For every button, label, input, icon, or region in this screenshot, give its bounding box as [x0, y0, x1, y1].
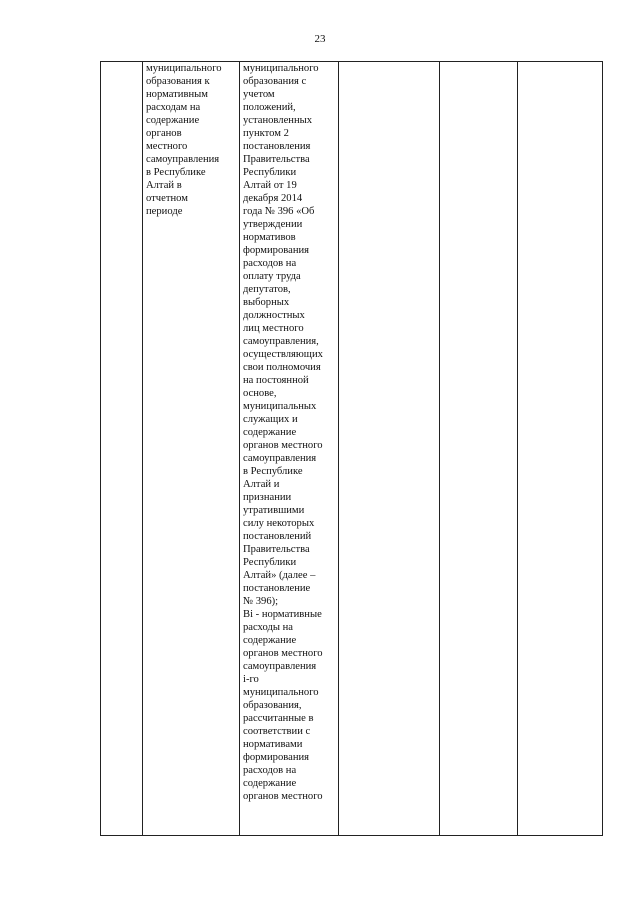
cell-text — [521, 62, 599, 835]
table-cell-empty-3 — [518, 62, 603, 836]
table-cell-method — [240, 62, 339, 836]
table-row — [101, 62, 603, 836]
cell-text — [342, 62, 436, 835]
page-number: 23 — [314, 33, 326, 45]
table-cell-number — [101, 62, 143, 836]
cell-text: муниципального образования к нормативным расходам на содержание органов местного самоуправления в Республике Алтай в отчетном периоде — [146, 63, 222, 217]
cell-text — [443, 62, 514, 835]
document-table — [100, 61, 603, 836]
cell-text — [104, 62, 139, 835]
cell-text: муниципального образования с учетом положений, установленных пунктом 2 постановления Правительства Республики Алтай от 19 декабря 2014 года № 396 «Об утверждении нормативов формирования расходов на оплату труда депутатов, выборных должностных лиц местного самоуправления, осуществляющих свои полномочия на постоянной основе, муниципальных служащих и содержание органов местного самоуправления в Республике Алтай и признании утратившими силу некоторых постановлений Правительства Республики Алтай» (далее – постановление № 396); Bi - нормативные расходы на содержание органов местного самоуправления i-го муниципального образования, рассчитанные в соответствии с нормативами формирования расходов на содержание органов местного — [243, 63, 323, 802]
table-cell-empty-1 — [339, 62, 440, 836]
table-cell-empty-2 — [440, 62, 518, 836]
table-cell-name — [143, 62, 240, 836]
